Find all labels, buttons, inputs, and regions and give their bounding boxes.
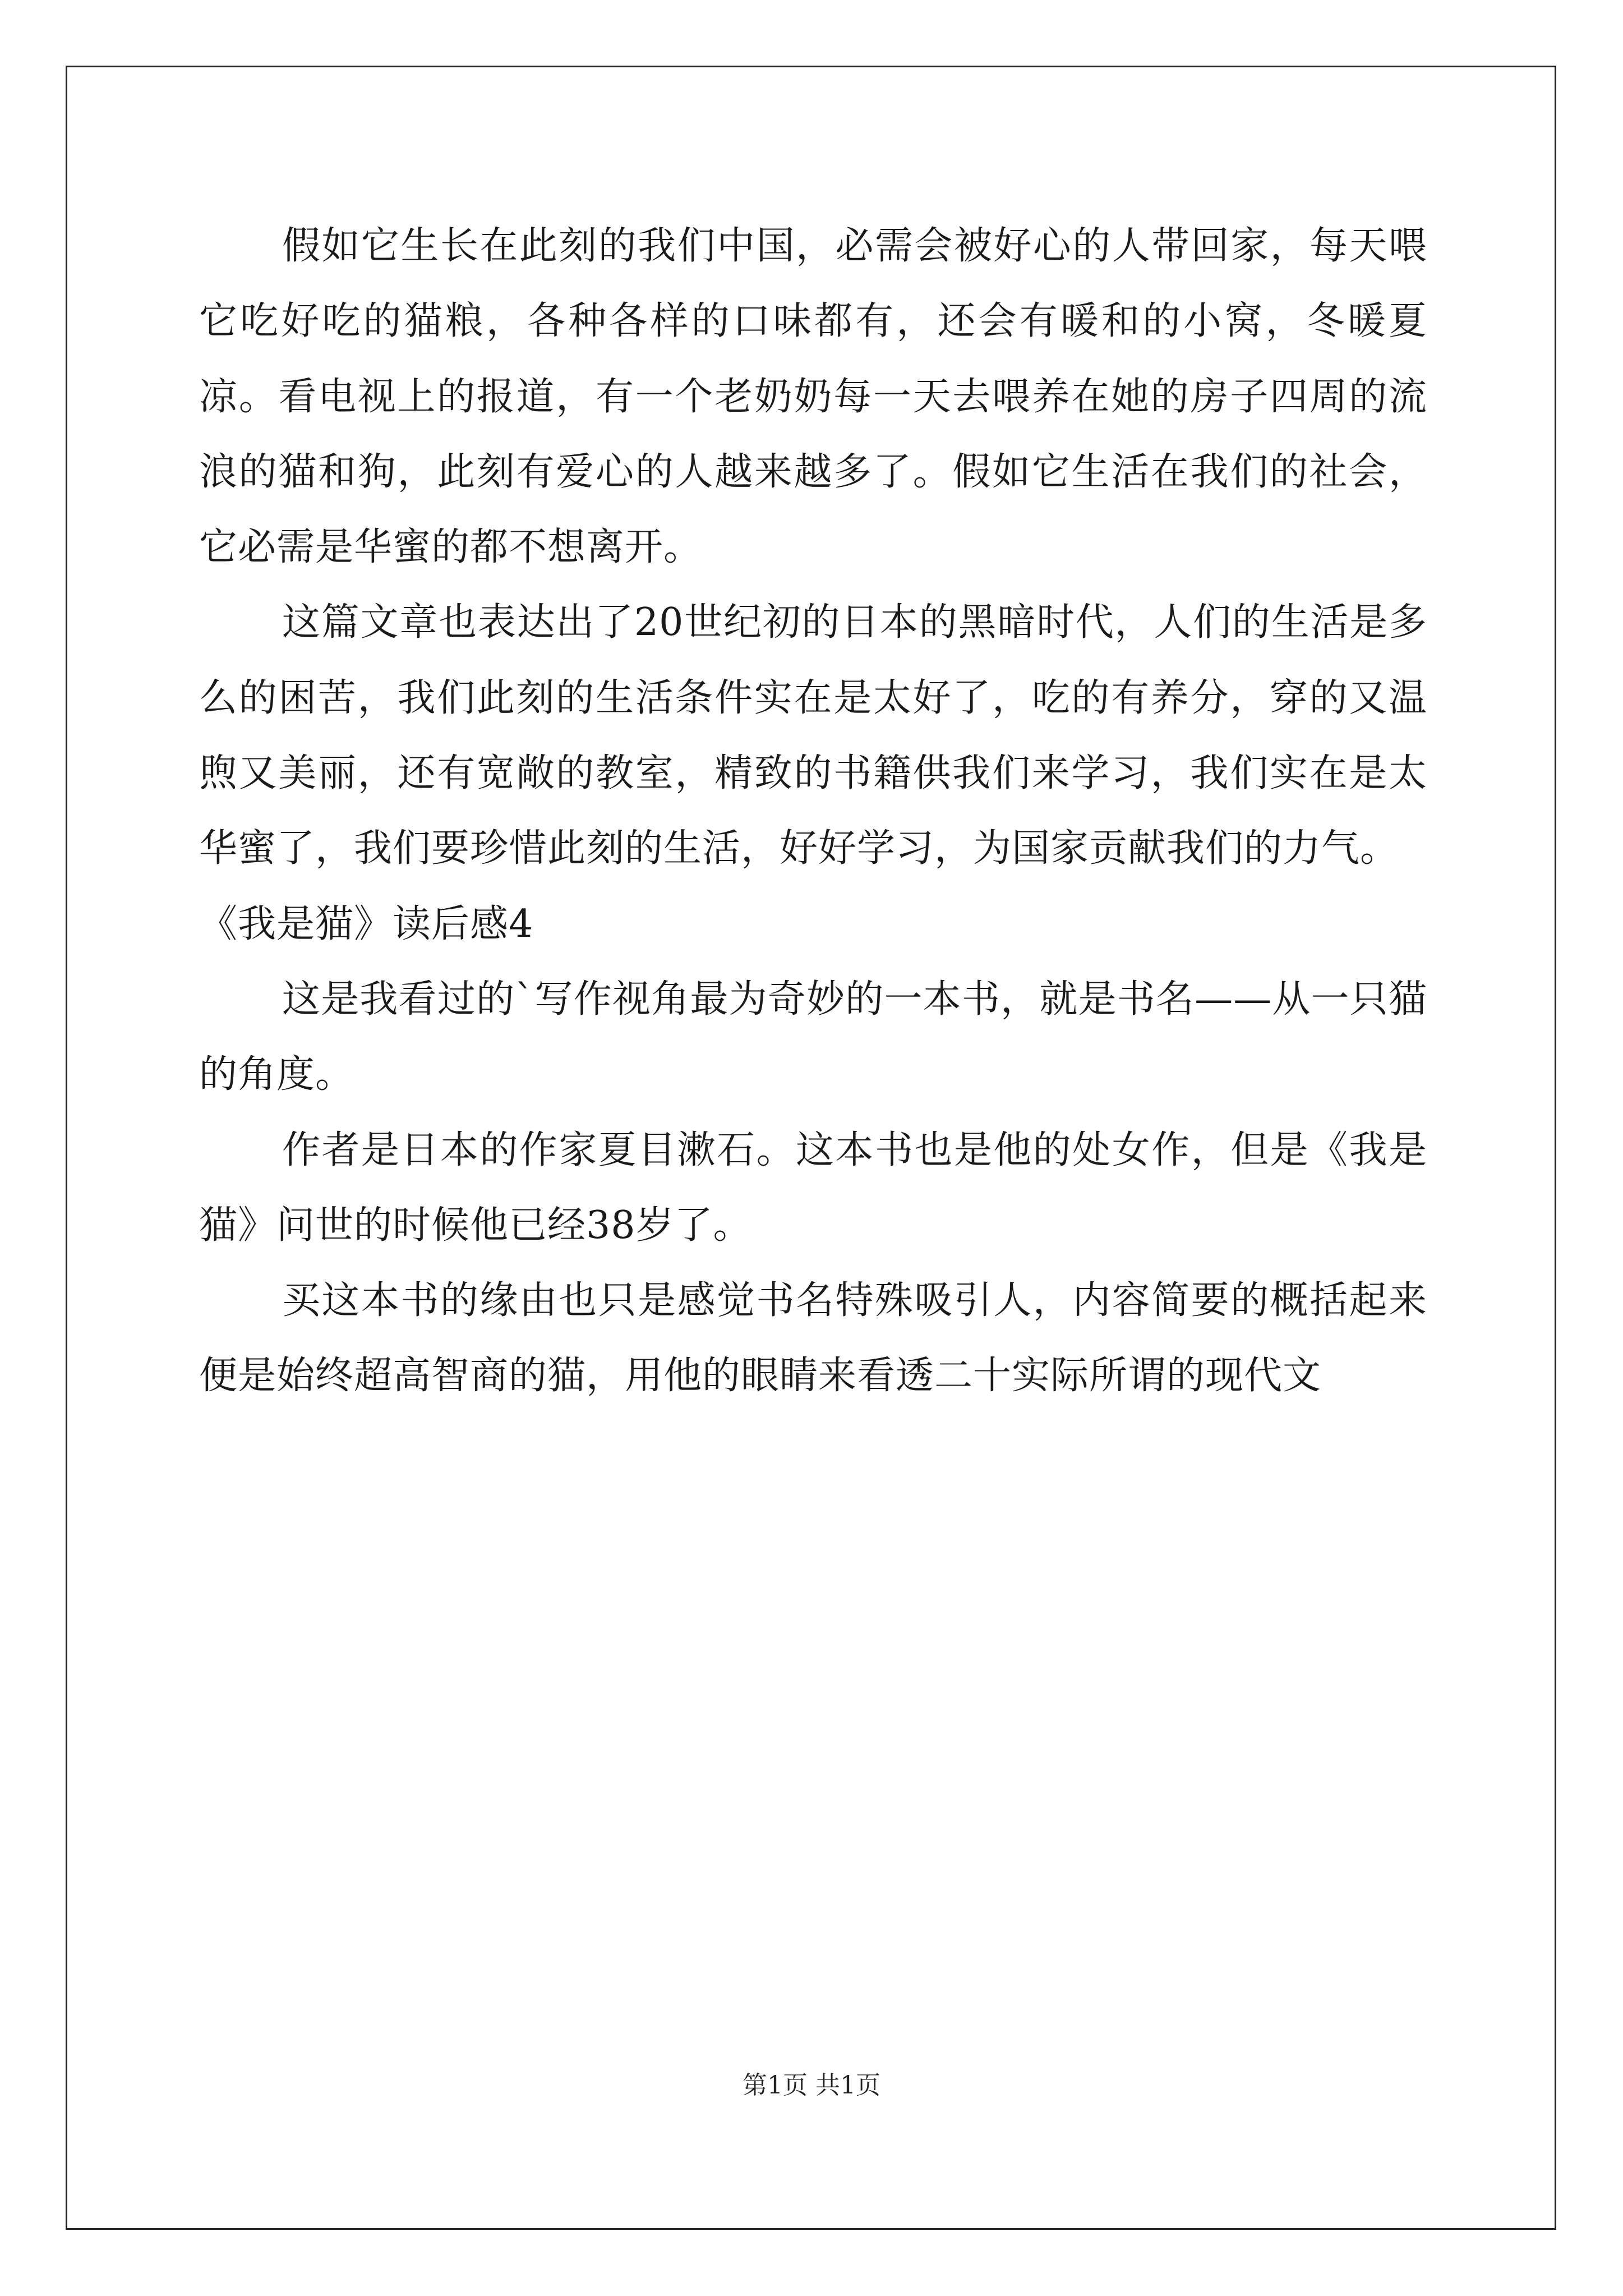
paragraph-4: 作者是日本的作家夏目漱石。这本书也是他的处女作，但是《我是猫》问世的时候他已经38岁了。 (199, 1128, 1427, 1248)
section-heading: 《我是猫》读后感4 (199, 901, 534, 946)
paragraph-2: 这篇文章也表达出了20世纪初的日本的黑暗时代，人们的生活是多么的困苦，我们此刻的生活条件实在是太好了，吃的有养分，穿的又温煦又美丽，还有宽敞的教室，精致的书籍供我们来学习，我们实在是太华蜜了，我们要珍惜此刻的生活，好好学习，为国家贡献我们的力气。 (199, 600, 1427, 871)
document-body (199, 209, 1427, 1414)
paragraph-3: 这是我看过的`写作视角最为奇妙的一本书，就是书名——从一只猫的角度。 (199, 977, 1427, 1097)
page-footer: 第1页 共1页 (743, 2071, 880, 2100)
paragraph-5: 买这本书的缘由也只是感觉书名特殊吸引人，内容简要的概括起来便是始终超高智商的猫，用他的眼睛来看透二十实际所谓的现代文 (199, 1278, 1427, 1398)
paragraph-1: 假如它生长在此刻的我们中国，必需会被好心的人带回家，每天喂它吃好吃的猫粮，各种各样的口味都有，还会有暖和的小窝，冬暖夏凉。看电视上的报道，有一个老奶奶每一天去喂养在她的房子四周的流浪的猫和狗，此刻有爱心的人越来越多了。假如它生活在我们的社会，它必需是华蜜的都不想离开。 (199, 224, 1427, 570)
